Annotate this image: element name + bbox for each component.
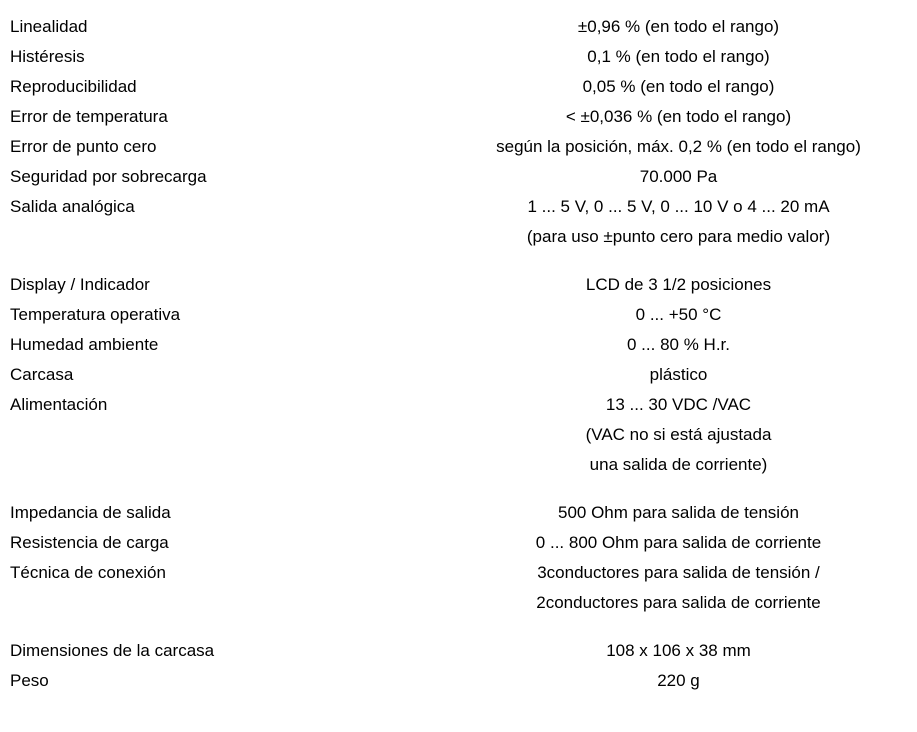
spec-row [0,636,917,666]
spec-value [456,666,907,696]
spec-value-line: 0,05 % (en todo el rango) [582,77,775,96]
spec-value [456,300,907,330]
spec-value-line: 3conductores para salida de tensión / [537,563,820,582]
spec-row [0,300,917,330]
spec-label: Linealidad [10,17,88,36]
spec-value [456,192,907,252]
spec-row [0,360,917,390]
spec-value [456,360,907,390]
spec-value [456,330,907,360]
spec-value [456,72,907,102]
spec-value-line: 0 ... 80 % H.r. [627,335,730,354]
spec-value-line: 500 Ohm para salida de tensión [558,503,799,522]
spec-value [456,132,907,162]
spec-value-line: 0 ... 800 Ohm para salida de corriente [535,533,822,552]
spec-value-line: LCD de 3 1/2 posiciones [585,275,772,294]
spec-value-line: (VAC no si está ajustada [585,425,772,444]
spec-value-line: ±0,96 % (en todo el rango) [577,17,780,36]
spec-value-line: 2conductores para salida de corriente [536,593,821,612]
spec-label: Alimentación [10,395,108,414]
spec-value [456,390,907,480]
spec-row [0,132,917,162]
spec-label: Técnica de conexión [10,563,166,582]
spec-value [456,12,907,42]
spec-row [0,390,917,480]
spec-row [0,192,917,252]
spec-row [0,558,917,618]
spec-label: Display / Indicador [10,275,150,294]
spec-value [456,558,907,618]
spec-row [0,498,917,528]
spec-label: Error de punto cero [10,137,157,156]
spec-label: Reproducibilidad [10,77,137,96]
spec-label: Humedad ambiente [10,335,159,354]
spec-value-line: 1 ... 5 V, 0 ... 5 V, 0 ... 10 V o 4 ... 20 mA [527,197,830,216]
spec-label: Seguridad por sobrecarga [10,167,207,186]
spec-label: Error de temperatura [10,107,168,126]
group-separator [0,480,917,498]
spec-label: Carcasa [10,365,74,384]
spec-row [0,270,917,300]
spec-value [456,42,907,72]
spec-value [456,270,907,300]
spec-value-line: 108 x 106 x 38 mm [606,641,751,660]
spec-label: Peso [10,671,49,690]
spec-label: Temperatura operativa [10,305,181,324]
spec-label: Resistencia de carga [10,533,169,552]
spec-label: Histéresis [10,47,85,66]
spec-label: Dimensiones de la carcasa [10,641,215,660]
spec-label: Salida analógica [10,197,135,216]
spec-value-line: una salida de corriente) [589,455,768,474]
spec-value [456,636,907,666]
spec-value-line: plástico [649,365,708,384]
spec-label: Impedancia de salida [10,503,171,522]
spec-row [0,162,917,192]
spec-value-line: según la posición, máx. 0,2 % (en todo el rango) [496,137,861,156]
spec-row [0,666,917,696]
spec-row [0,330,917,360]
spec-row [0,102,917,132]
spec-value-line: 0,1 % (en todo el rango) [587,47,770,66]
spec-value [456,528,907,558]
spec-row [0,528,917,558]
group-separator [0,618,917,636]
spec-row [0,12,917,42]
spec-value-line: 13 ... 30 VDC /VAC [605,395,752,414]
spec-value [456,102,907,132]
spec-value-line: 220 g [657,671,700,690]
spec-value [456,498,907,528]
spec-value-line: (para uso ±punto cero para medio valor) [526,227,831,246]
spec-value-line: 70.000 Pa [639,167,718,186]
spec-value [456,162,907,192]
spec-value-line: 0 ... +50 °C [635,305,722,324]
group-separator [0,252,917,270]
spec-value-line: < ±0,036 % (en todo el rango) [565,107,792,126]
spec-row [0,42,917,72]
spec-row [0,72,917,102]
